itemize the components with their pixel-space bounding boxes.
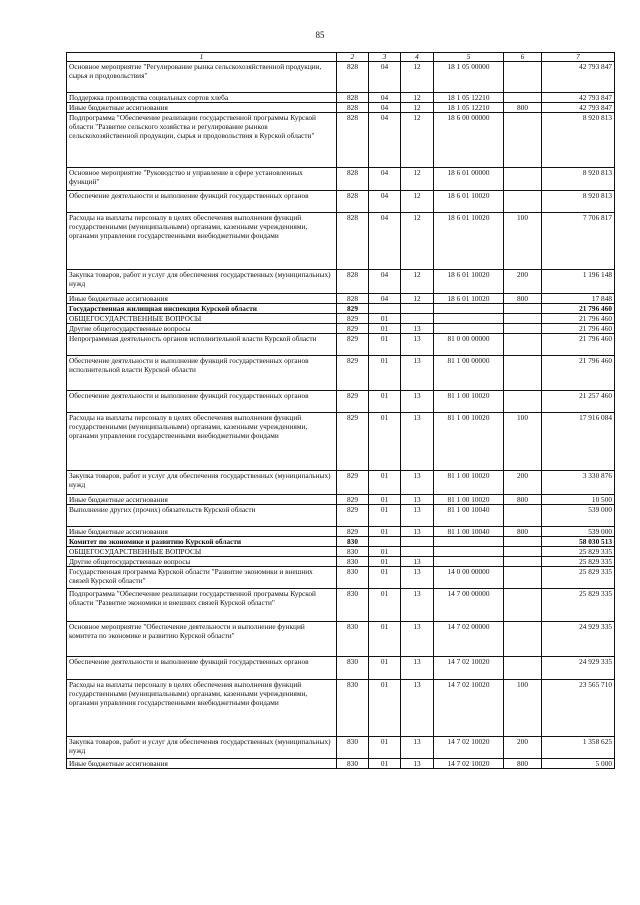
cell-sum: 8 920 813 — [542, 191, 615, 213]
cell-sum: 17 916 084 — [542, 413, 615, 471]
table-row — [67, 537, 615, 547]
cell-vr — [504, 547, 542, 557]
cell-pr: 12 — [401, 103, 434, 113]
cell-rz: 01 — [369, 471, 401, 495]
cell-sum: 5 000 — [542, 759, 615, 769]
cell-name: Обеспечение деятельности и выполнение функций государственных органов — [67, 191, 337, 213]
cell-rz: 01 — [369, 657, 401, 680]
cell-pr: 13 — [401, 334, 434, 356]
cell-csr: 18 6 01 00000 — [434, 168, 504, 191]
table-row — [67, 759, 615, 769]
cell-rz: 04 — [369, 62, 401, 93]
cell-vr: 200 — [504, 737, 542, 759]
cell-pr: 13 — [401, 680, 434, 737]
cell-rz: 04 — [369, 213, 401, 270]
cell-sum: 21 796 460 — [542, 304, 615, 314]
cell-ved: 828 — [337, 191, 369, 213]
table-body — [67, 62, 615, 769]
cell-vr — [504, 168, 542, 191]
header-cell-vr: 6 — [504, 53, 542, 62]
cell-csr — [434, 557, 504, 567]
cell-vr — [504, 622, 542, 657]
cell-rz: 04 — [369, 270, 401, 294]
cell-pr: 13 — [401, 471, 434, 495]
cell-csr: 14 7 02 00000 — [434, 622, 504, 657]
cell-rz: 04 — [369, 168, 401, 191]
cell-ved: 830 — [337, 567, 369, 589]
cell-sum: 25 829 335 — [542, 547, 615, 557]
cell-name: Другие общегосударственные вопросы — [67, 324, 337, 334]
cell-name: Выполнение других (прочих) обязательств Курской области — [67, 505, 337, 527]
cell-pr: 13 — [401, 495, 434, 505]
cell-sum: 58 030 513 — [542, 537, 615, 547]
cell-pr: 12 — [401, 213, 434, 270]
cell-sum: 10 500 — [542, 495, 615, 505]
cell-ved: 830 — [337, 657, 369, 680]
cell-rz: 01 — [369, 737, 401, 759]
cell-pr: 13 — [401, 622, 434, 657]
table-row — [67, 304, 615, 314]
cell-ved: 829 — [337, 391, 369, 413]
cell-name: Непрограммная деятельность органов исполнительной власти Курской области — [67, 334, 337, 356]
cell-rz: 04 — [369, 294, 401, 304]
cell-rz: 01 — [369, 505, 401, 527]
cell-csr — [434, 304, 504, 314]
cell-csr: 81 1 00 10020 — [434, 413, 504, 471]
cell-vr — [504, 356, 542, 391]
cell-csr — [434, 324, 504, 334]
cell-pr: 13 — [401, 567, 434, 589]
cell-rz: 04 — [369, 113, 401, 168]
cell-rz: 01 — [369, 413, 401, 471]
cell-name: Расходы на выплаты персоналу в целях обеспечения выполнения функций государственными (муниципальными) органами, казенными учреждениями, органами управления государственными внебюджетными фондами — [67, 213, 337, 270]
table-row — [67, 547, 615, 557]
cell-rz: 01 — [369, 622, 401, 657]
cell-pr — [401, 314, 434, 324]
table-row — [67, 213, 615, 270]
cell-pr: 13 — [401, 657, 434, 680]
cell-pr — [401, 537, 434, 547]
cell-pr: 12 — [401, 294, 434, 304]
cell-csr: 81 1 00 10040 — [434, 505, 504, 527]
cell-ved: 829 — [337, 334, 369, 356]
cell-csr: 14 7 00 00000 — [434, 589, 504, 622]
cell-pr: 12 — [401, 113, 434, 168]
cell-csr: 18 6 01 10020 — [434, 191, 504, 213]
cell-ved: 828 — [337, 93, 369, 103]
cell-csr: 81 1 00 10020 — [434, 471, 504, 495]
cell-pr: 13 — [401, 589, 434, 622]
cell-name: Иные бюджетные ассигнования — [67, 527, 337, 537]
cell-rz: 01 — [369, 567, 401, 589]
cell-vr — [504, 589, 542, 622]
cell-csr: 18 6 01 10020 — [434, 270, 504, 294]
cell-ved: 829 — [337, 471, 369, 495]
cell-ved: 830 — [337, 537, 369, 547]
table-row — [67, 168, 615, 191]
cell-pr: 13 — [401, 527, 434, 537]
cell-csr: 14 7 02 10020 — [434, 737, 504, 759]
cell-name: ОБЩЕГОСУДАРСТВЕННЫЕ ВОПРОСЫ — [67, 314, 337, 324]
page-number: 85 — [315, 30, 325, 40]
cell-csr: 14 0 00 00000 — [434, 567, 504, 589]
cell-pr: 12 — [401, 168, 434, 191]
cell-name: Расходы на выплаты персоналу в целях обеспечения выполнения функций государственными (муниципальными) органами, казенными учреждениями, органами управления государственными внебюджетными фондами — [67, 413, 337, 471]
cell-name: Закупка товаров, работ и услуг для обеспечения государственных (муниципальных) нужд — [67, 270, 337, 294]
cell-ved: 829 — [337, 505, 369, 527]
table-row — [67, 680, 615, 737]
cell-vr — [504, 537, 542, 547]
cell-name: Подпрограмма "Обеспечение реализации государственной программы Курской области "Развитие сельского хозяйства и регулирование рынков сельскохозяйственной продукции, сырья и продовольствия в Курской области" — [67, 113, 337, 168]
table-row — [67, 103, 615, 113]
cell-name: ОБЩЕГОСУДАРСТВЕННЫЕ ВОПРОСЫ — [67, 547, 337, 557]
cell-rz: 04 — [369, 103, 401, 113]
budget-table — [66, 52, 615, 769]
cell-rz: 04 — [369, 191, 401, 213]
cell-sum: 25 829 335 — [542, 557, 615, 567]
cell-name: Иные бюджетные ассигнования — [67, 294, 337, 304]
cell-ved: 830 — [337, 557, 369, 567]
cell-sum: 24 929 335 — [542, 622, 615, 657]
table-row — [67, 495, 615, 505]
header-cell-pr: 4 — [401, 53, 434, 62]
cell-csr: 18 6 00 00000 — [434, 113, 504, 168]
cell-sum: 42 793 847 — [542, 103, 615, 113]
cell-ved: 828 — [337, 270, 369, 294]
cell-vr: 800 — [504, 294, 542, 304]
cell-sum: 1 196 148 — [542, 270, 615, 294]
cell-vr: 800 — [504, 103, 542, 113]
cell-sum: 21 796 460 — [542, 314, 615, 324]
cell-name: Обеспечение деятельности и выполнение функций государственных органов — [67, 657, 337, 680]
cell-sum: 21 796 460 — [542, 324, 615, 334]
cell-pr: 12 — [401, 191, 434, 213]
cell-csr — [434, 314, 504, 324]
cell-vr — [504, 93, 542, 103]
table-row — [67, 270, 615, 294]
cell-vr: 800 — [504, 495, 542, 505]
cell-name: Комитет по экономике и развитию Курской области — [67, 537, 337, 547]
cell-vr: 800 — [504, 527, 542, 537]
cell-ved: 828 — [337, 294, 369, 304]
cell-rz: 04 — [369, 93, 401, 103]
header-cell-name: 1 — [67, 53, 337, 62]
cell-sum: 7 706 817 — [542, 213, 615, 270]
table-row — [67, 589, 615, 622]
cell-ved: 828 — [337, 113, 369, 168]
cell-vr — [504, 62, 542, 93]
cell-ved: 830 — [337, 622, 369, 657]
table-row — [67, 334, 615, 356]
cell-ved: 830 — [337, 589, 369, 622]
cell-sum: 539 000 — [542, 527, 615, 537]
table-row — [67, 505, 615, 527]
cell-sum: 25 829 335 — [542, 567, 615, 589]
cell-csr: 81 1 00 00000 — [434, 356, 504, 391]
cell-name: Обеспечение деятельности и выполнение функций государственных органов — [67, 391, 337, 413]
cell-name: Государственная программа Курской области "Развитие экономики и внешних связей Курской области" — [67, 567, 337, 589]
cell-vr — [504, 191, 542, 213]
table-row — [67, 413, 615, 471]
cell-vr — [504, 314, 542, 324]
header-cell-csr: 5 — [434, 53, 504, 62]
cell-rz: 01 — [369, 680, 401, 737]
cell-ved: 829 — [337, 527, 369, 537]
table-row — [67, 567, 615, 589]
cell-pr: 13 — [401, 356, 434, 391]
cell-csr: 14 7 02 10020 — [434, 680, 504, 737]
cell-vr — [504, 304, 542, 314]
cell-ved: 830 — [337, 547, 369, 557]
table-row — [67, 737, 615, 759]
cell-name: Обеспечение деятельности и выполнение функций государственных органов исполнительной власти Курской области — [67, 356, 337, 391]
cell-ved: 830 — [337, 737, 369, 759]
cell-vr: 100 — [504, 680, 542, 737]
cell-name: Поддержка производства социальных сортов хлеба — [67, 93, 337, 103]
cell-csr — [434, 537, 504, 547]
cell-csr: 18 1 05 12210 — [434, 103, 504, 113]
cell-vr — [504, 557, 542, 567]
cell-pr: 13 — [401, 557, 434, 567]
table-row — [67, 294, 615, 304]
header-cell-rz: 3 — [369, 53, 401, 62]
cell-sum: 42 793 847 — [542, 62, 615, 93]
cell-name: Закупка товаров, работ и услуг для обеспечения государственных (муниципальных) нужд — [67, 471, 337, 495]
cell-sum: 25 829 335 — [542, 589, 615, 622]
cell-sum: 21 796 460 — [542, 334, 615, 356]
cell-vr — [504, 334, 542, 356]
cell-pr: 12 — [401, 270, 434, 294]
cell-vr: 100 — [504, 413, 542, 471]
cell-pr: 13 — [401, 413, 434, 471]
cell-name: Другие общегосударственные вопросы — [67, 557, 337, 567]
cell-name: Государственная жилищная инспекция Курской области — [67, 304, 337, 314]
cell-name: Основное мероприятие "Регулирование рынка сельскохозяйственной продукции, сырья и продовольствия" — [67, 62, 337, 93]
table-row — [67, 657, 615, 680]
cell-vr — [504, 391, 542, 413]
cell-rz: 01 — [369, 334, 401, 356]
cell-sum: 3 330 876 — [542, 471, 615, 495]
cell-sum: 42 793 847 — [542, 93, 615, 103]
cell-pr: 13 — [401, 759, 434, 769]
cell-csr: 81 0 00 00000 — [434, 334, 504, 356]
cell-ved: 828 — [337, 168, 369, 191]
cell-pr: 13 — [401, 324, 434, 334]
table-row — [67, 356, 615, 391]
cell-sum: 17 848 — [542, 294, 615, 304]
cell-name: Расходы на выплаты персоналу в целях обеспечения выполнения функций государственными (муниципальными) органами, казенными учреждениями, органами управления государственными внебюджетными фондами — [67, 680, 337, 737]
cell-name: Иные бюджетные ассигнования — [67, 103, 337, 113]
cell-name: Подпрограмма "Обеспечение реализации государственной программы Курской области "Развитие экономики и внешних связей Курской области" — [67, 589, 337, 622]
cell-sum: 1 358 625 — [542, 737, 615, 759]
table-row — [67, 527, 615, 537]
cell-csr: 18 1 05 12210 — [434, 93, 504, 103]
cell-csr: 18 6 01 10020 — [434, 213, 504, 270]
table-row — [67, 62, 615, 93]
cell-sum: 8 920 813 — [542, 168, 615, 191]
cell-sum: 24 929 335 — [542, 657, 615, 680]
cell-csr: 18 1 05 00000 — [434, 62, 504, 93]
cell-rz: 01 — [369, 314, 401, 324]
cell-rz: 01 — [369, 547, 401, 557]
cell-vr — [504, 113, 542, 168]
cell-ved: 830 — [337, 680, 369, 737]
cell-rz: 01 — [369, 589, 401, 622]
cell-pr: 12 — [401, 93, 434, 103]
cell-csr: 18 6 01 10020 — [434, 294, 504, 304]
table-row — [67, 324, 615, 334]
cell-vr — [504, 505, 542, 527]
cell-name: Закупка товаров, работ и услуг для обеспечения государственных (муниципальных) нужд — [67, 737, 337, 759]
cell-csr: 81 1 00 10020 — [434, 391, 504, 413]
cell-ved: 828 — [337, 103, 369, 113]
cell-vr — [504, 567, 542, 589]
cell-ved: 829 — [337, 495, 369, 505]
cell-rz: 01 — [369, 557, 401, 567]
cell-name: Иные бюджетные ассигнования — [67, 495, 337, 505]
cell-sum: 21 257 460 — [542, 391, 615, 413]
cell-name: Основное мероприятие "Обеспечение деятельности и выполнение функций комитета по экономике и развитию Курской области" — [67, 622, 337, 657]
table-row — [67, 93, 615, 103]
cell-rz: 01 — [369, 391, 401, 413]
table-row — [67, 191, 615, 213]
cell-rz: 01 — [369, 324, 401, 334]
cell-vr: 100 — [504, 213, 542, 270]
cell-sum: 23 565 710 — [542, 680, 615, 737]
cell-vr — [504, 657, 542, 680]
cell-ved: 829 — [337, 413, 369, 471]
table-row — [67, 314, 615, 324]
cell-sum: 21 796 460 — [542, 356, 615, 391]
cell-pr: 13 — [401, 391, 434, 413]
table-row — [67, 557, 615, 567]
cell-ved: 830 — [337, 759, 369, 769]
cell-rz: 01 — [369, 527, 401, 537]
cell-vr — [504, 324, 542, 334]
cell-csr: 81 1 00 10040 — [434, 527, 504, 537]
table-row — [67, 471, 615, 495]
cell-rz — [369, 537, 401, 547]
cell-pr: 12 — [401, 62, 434, 93]
table-row — [67, 622, 615, 657]
cell-rz: 01 — [369, 356, 401, 391]
cell-pr: 13 — [401, 505, 434, 527]
cell-rz — [369, 304, 401, 314]
cell-ved: 828 — [337, 62, 369, 93]
header-row — [67, 53, 615, 62]
cell-rz: 01 — [369, 495, 401, 505]
cell-ved: 828 — [337, 213, 369, 270]
table-row — [67, 113, 615, 168]
cell-sum: 539 000 — [542, 505, 615, 527]
cell-ved: 829 — [337, 304, 369, 314]
header-cell-ved: 2 — [337, 53, 369, 62]
cell-csr: 14 7 02 10020 — [434, 657, 504, 680]
cell-pr: 13 — [401, 737, 434, 759]
table-row — [67, 391, 615, 413]
cell-vr: 200 — [504, 270, 542, 294]
header-cell-sum: 7 — [542, 53, 615, 62]
cell-pr — [401, 547, 434, 557]
cell-pr — [401, 304, 434, 314]
cell-csr: 14 7 02 10020 — [434, 759, 504, 769]
cell-sum: 8 920 813 — [542, 113, 615, 168]
cell-vr: 800 — [504, 759, 542, 769]
cell-ved: 829 — [337, 314, 369, 324]
cell-vr: 200 — [504, 471, 542, 495]
cell-rz: 01 — [369, 759, 401, 769]
cell-name: Основное мероприятие "Руководство и управление в сфере установленных функций" — [67, 168, 337, 191]
cell-csr — [434, 547, 504, 557]
cell-ved: 829 — [337, 356, 369, 391]
cell-ved: 829 — [337, 324, 369, 334]
cell-csr: 81 1 00 10020 — [434, 495, 504, 505]
cell-name: Иные бюджетные ассигнования — [67, 759, 337, 769]
